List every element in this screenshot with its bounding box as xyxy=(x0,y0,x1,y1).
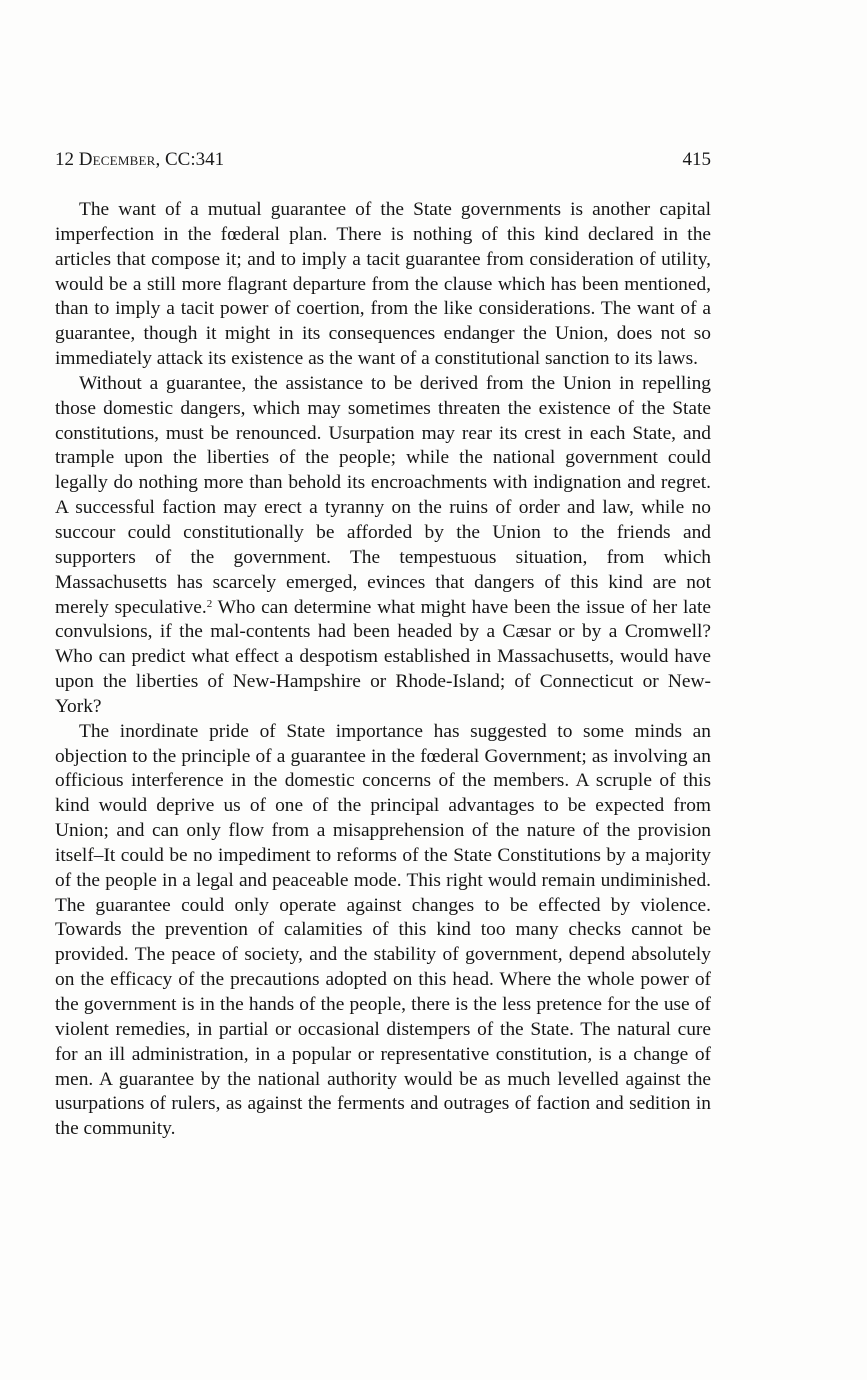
body-text xyxy=(55,198,711,1142)
footnote-ref: 2 xyxy=(206,597,213,610)
paragraph-1: The want of a mutual guarantee of the State governments is another capital imperfection in the fœderal plan. There is nothing of this kind declared in the articles that compose it; and to imply a tacit guarantee from consideration of utility, would be a still more flagrant departure from the clause which has been mentioned, than to imply a tacit power of coertion, from the like considerations. The want of a guarantee, though it might in its consequences endanger the Union, does not so immediately attack its existence as the want of a constitutional sanction to its laws. xyxy=(55,199,711,370)
paragraph-2-text-a: Without a guarantee, the assistance to be derived from the Union in repelling those domestic dangers, which may sometimes threaten the existence of the State constitutions, must be renounced. Usurpation may rear its crest in each State, and trample upon the liberties of the people; while the national government could legally do nothing more than behold its encroachments with indignation and regret. A successful faction may erect a tyranny on the ruins of order and law, while no succour could constitutionally be afforded by the Union to the friends and supporters of the government. The tempestuous situation, from which Massachusetts has scarcely emerged, evinces that dangers of this kind are not merely speculative. xyxy=(55,372,711,618)
running-header xyxy=(55,146,711,174)
page-number: 415 xyxy=(682,149,711,170)
header-doc-ref: , CC:341 xyxy=(155,149,225,170)
paragraph-2 xyxy=(55,372,711,720)
paragraph-2-text-b: Who can determine what might have been the issue of her late convulsions, if the mal-contents had been headed by a Cæsar or by a Cromwell? Who can predict what effect a despotism established in Massachusetts, would have upon the liberties of New-Hampshire or Rhode-Island; of Connecticut or New-York? xyxy=(55,596,711,717)
header-date-reference xyxy=(55,146,224,174)
paragraph-3: The inordinate pride of State importance has suggested to some minds an objection to the principle of a guarantee in the fœderal Government; as involving an officious interference in the domestic concerns of the members. A scruple of this kind would deprive us of one of the principal advantages to be expected from Union; and can only flow from a misapprehension of the nature of the provision itself–It could be no impediment to reforms of the State Constitutions by a majority of the people in a legal and peaceable mode. This right would remain undiminished. The guarantee could only operate against changes to be effected by violence. Towards the prevention of calamities of this kind too many checks cannot be provided. The peace of society, and the stability of government, depend absolutely on the efficacy of the precautions adopted on this head. Where the whole power of the government is in the hands of the people, there is the less pretence for the use of violent remedies, in partial or occasional distempers of the State. The natural cure for an ill administration, in a popular or representative constitution, is a change of men. A guarantee by the national authority would be as much levelled against the usurpations of rulers, as against the ferments and outrages of faction and sedition in the community. xyxy=(55,720,711,1140)
header-date-month: December xyxy=(78,149,156,170)
header-date-day: 12 xyxy=(55,149,79,170)
